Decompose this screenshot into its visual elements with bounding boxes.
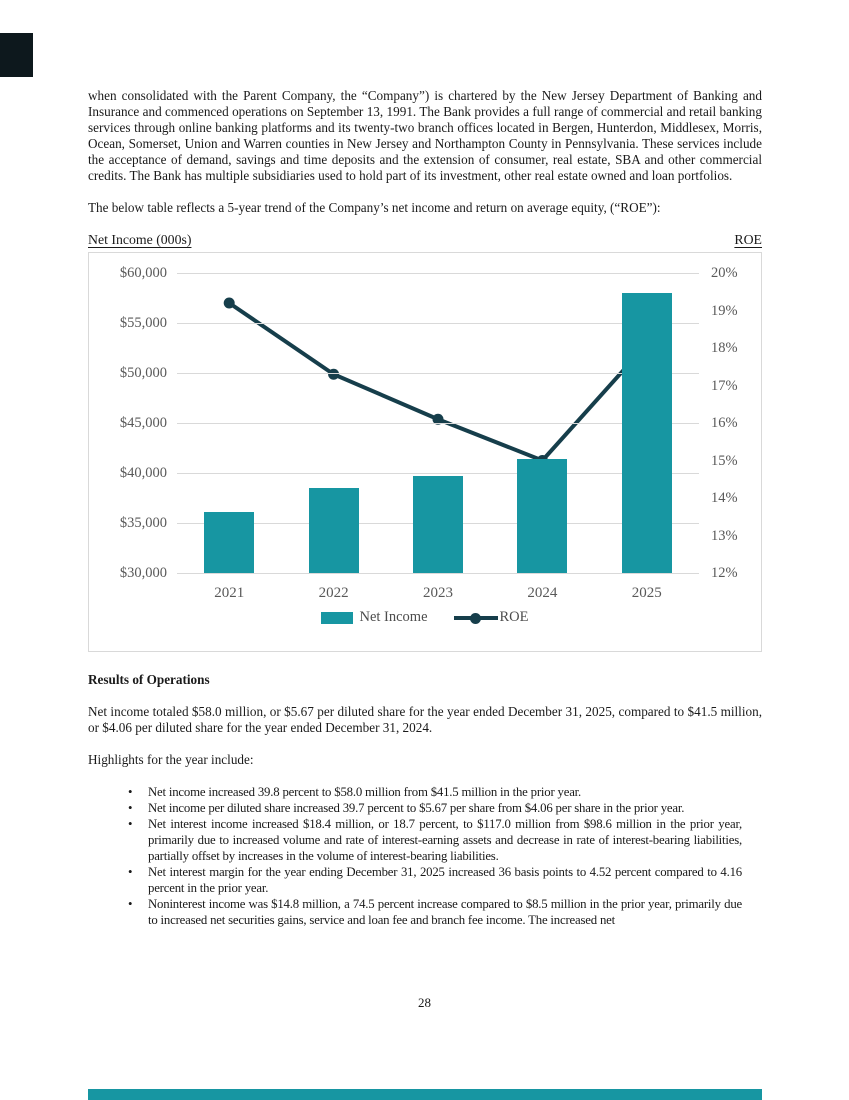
chart-left-axis-title: Net Income (000s): [88, 232, 192, 247]
list-item: [128, 864, 742, 896]
left-axis-tick: $60,000: [119, 265, 167, 281]
legend-item-roe: [454, 609, 529, 626]
right-axis-tick: 20%: [711, 265, 738, 281]
net-income-bar-2024: [517, 459, 567, 573]
net-income-bar-2021: [204, 512, 254, 573]
x-axis-label-2024: 2024: [527, 585, 558, 601]
right-axis-tick: 19%: [711, 302, 738, 319]
roe-line-marker-icon: [454, 612, 498, 624]
page-number: 28: [418, 995, 431, 1010]
chart-header: [88, 232, 762, 248]
bullet-icon: •: [128, 865, 133, 879]
right-axis-tick: 18%: [711, 340, 738, 356]
gridline: [177, 323, 699, 324]
bullet-text: Net interest margin for the year ending December 31, 2025 increased 36 basis points to 4.52 percent compared to 4.16 percent in the prior year.: [148, 865, 742, 895]
right-axis-tick: 14%: [711, 490, 738, 506]
roe-point-2022: [328, 369, 339, 380]
bullet-text: Net income per diluted share increased 39.7 percent to $5.67 per share from $4.06 per share in the prior year.: [148, 801, 685, 815]
results-of-operations-heading: Results of Operations: [88, 672, 210, 687]
net-income-bar-2025: [622, 293, 672, 573]
intro-paragraph: when consolidated with the Parent Company, the “Company”) is chartered by the New Jersey Department of Banking and Insurance and commenced operations on September 13, 1991. The Bank provides a full range of commercial and retail banking services through online banking platforms and its twenty-two branch offices located in Bergen, Hunterdon, Middlesex, Morris, Ocean, Somerset, Union and Warren counties in New Jersey and Northampton County in Pennsylvania. These services include the acceptance of demand, savings and time deposits and the extension of consumer, real estate, SBA and other commercial credits. The Bank has multiple subsidiaries used to hold part of its investment, other real estate owned and loan portfolios.: [88, 88, 762, 183]
x-axis-label-2023: 2023: [423, 585, 453, 601]
chart-legend: [89, 609, 761, 626]
left-axis-tick: $45,000: [119, 415, 167, 431]
scan-artifact-square: [0, 33, 33, 77]
gridline: [177, 373, 699, 374]
list-item: [128, 800, 742, 816]
left-axis-tick: $50,000: [119, 365, 167, 381]
x-axis-label-2022: 2022: [318, 585, 349, 601]
legend-roe-label: ROE: [499, 609, 529, 625]
bullet-text: Noninterest income was $14.8 million, a 74.5 percent increase compared to $8.5 million in the prior year, primarily due to increased net securities gains, service and loan fee and branch fee income. The increased net: [148, 897, 742, 927]
roe-point-2021: [224, 298, 235, 309]
left-axis-tick: $55,000: [119, 315, 167, 331]
bullet-icon: •: [128, 801, 133, 815]
right-axis-tick: 13%: [711, 527, 738, 544]
gridline: [177, 423, 699, 424]
legend-item-net-income: [321, 609, 427, 626]
bullet-text: Net income increased 39.8 percent to $58.0 million from $41.5 million in the prior year.: [148, 785, 582, 799]
chart-right-axis-title: ROE: [734, 232, 762, 247]
list-item: [128, 784, 742, 800]
net-income-swatch-icon: [321, 612, 353, 624]
net-income-bar-2023: [413, 476, 463, 573]
left-axis-tick: $30,000: [119, 565, 167, 581]
gridline: [177, 273, 699, 274]
bullet-text: Net interest income increased $18.4 million, or 18.7 percent, to $117.0 million from $98.6 million in the prior year, primarily due to increased volume and rate of interest-earning assets and decrease in rate of interest-bearing liabilities, partially offset by increases in the volume of interest-bearing liabilities.: [148, 817, 742, 863]
right-axis-tick: 12%: [711, 565, 738, 581]
right-axis-tick: 17%: [711, 377, 738, 394]
x-axis-label-2025: 2025: [631, 585, 662, 601]
page-content: [88, 88, 762, 928]
left-axis-tick: $35,000: [119, 515, 167, 531]
bullet-icon: •: [128, 897, 133, 911]
net-income-roe-chart: [88, 252, 762, 652]
table-intro-paragraph: The below table reflects a 5-year trend of the Company’s net income and return on average equity, (“ROE”):: [88, 200, 661, 215]
legend-net-income-label: Net Income: [359, 609, 428, 625]
scan-artifact-bar: [88, 1089, 762, 1100]
right-axis-tick: 16%: [711, 415, 738, 431]
highlights-intro: Highlights for the year include:: [88, 752, 254, 767]
bullet-icon: •: [128, 785, 133, 799]
right-axis-tick: 15%: [711, 452, 738, 469]
list-item: [128, 816, 742, 864]
left-axis-tick: $40,000: [119, 465, 167, 481]
results-paragraph: Net income totaled $58.0 million, or $5.67 per diluted share for the year ended December 31, 2025, compared to $41.5 million, or $4.06 per diluted share for the year ended December 31, 2024.: [88, 704, 762, 735]
net-income-bar-2022: [309, 488, 359, 573]
bullet-icon: •: [128, 817, 133, 831]
highlights-bullet-list: [128, 784, 742, 928]
x-axis-label-2021: 2021: [214, 585, 245, 601]
gridline: [177, 473, 699, 474]
gridline: [177, 573, 699, 574]
list-item: [128, 896, 742, 928]
